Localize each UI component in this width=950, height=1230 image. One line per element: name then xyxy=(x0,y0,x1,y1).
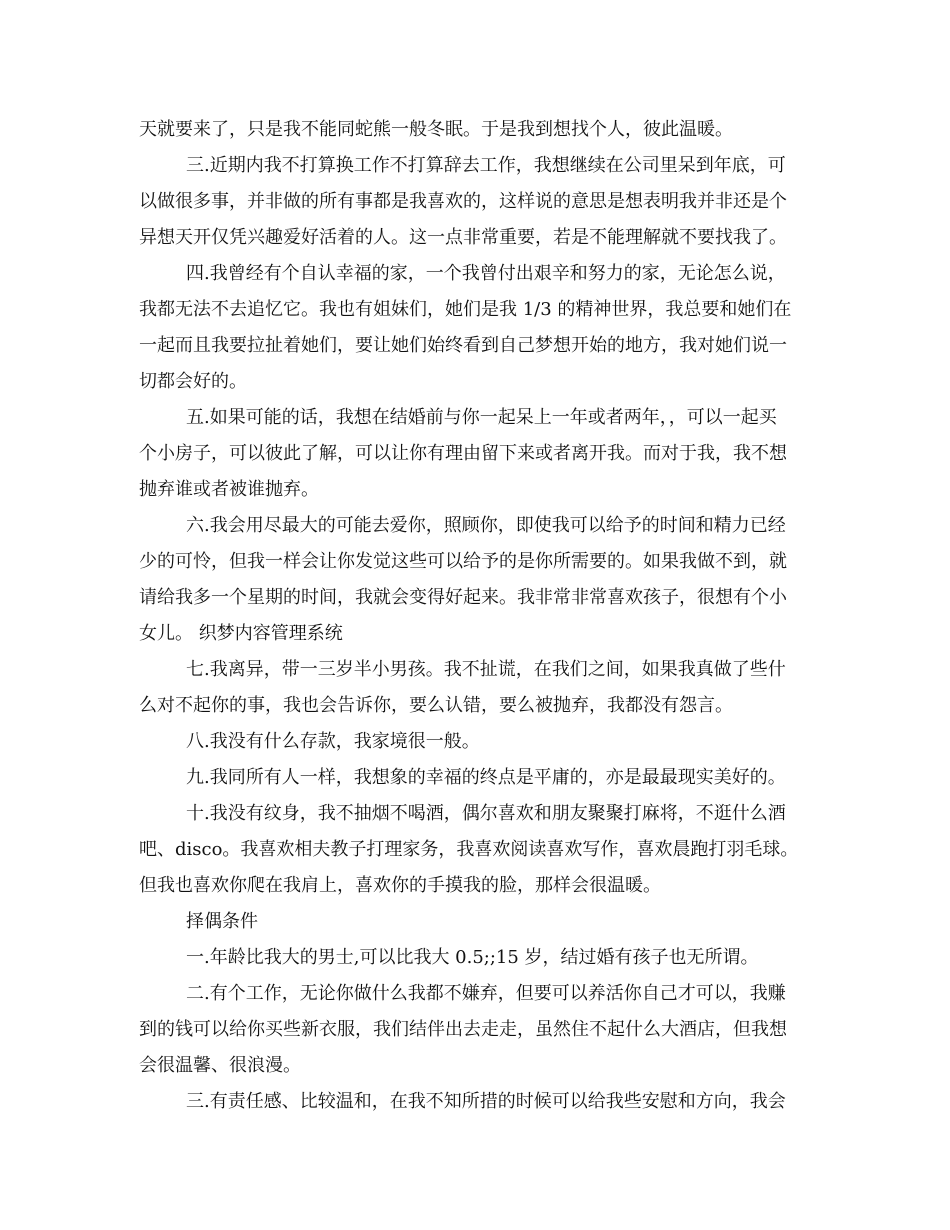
text-line: 我都无法不去追忆它。我也有姐妹们，她们是我 1/3 的精神世界，我总要和她们在 xyxy=(139,299,792,320)
section-heading: 择偶条件 xyxy=(186,911,258,932)
criteria-2-start: 二.有个工作，无论你做什么我都不嫌弃，但要可以养活你自己才可以，我赚 xyxy=(186,983,786,1004)
text-line: 到的钱可以给你买些新衣服，我们结伴出去走走，虽然住不起什么大酒店，但我想 xyxy=(139,1019,787,1040)
text-line: 女儿。 织梦内容管理系统 xyxy=(139,623,343,644)
paragraph-7-start: 七.我离异，带一三岁半小男孩。我不扯谎，在我们之间，如果我真做了些什 xyxy=(186,659,786,680)
paragraph-5-start: 五.如果可能的话，我想在结婚前与你一起呆上一年或者两年，，可以一起买 xyxy=(186,407,777,428)
text-line: 请给我多一个星期的时间，我就会变得好起来。我非常非常喜欢孩子，很想有个小 xyxy=(139,587,787,608)
text-line: 抛弃谁或者被谁抛弃。 xyxy=(139,479,319,500)
paragraph-9: 九.我同所有人一样，我想象的幸福的终点是平庸的，亦是最最现实美好的。 xyxy=(186,767,786,788)
paragraph-6-start: 六.我会用尽最大的可能去爱你，照顾你，即使我可以给予的时间和精力已经 xyxy=(186,515,786,536)
text-line: 以做很多事，并非做的所有事都是我喜欢的，这样说的意思是想表明我并非还是个 xyxy=(139,191,787,212)
text-line: 个小房子，可以彼此了解，可以让你有理由留下来或者离开我。而对于我，我不想 xyxy=(139,443,787,464)
text-line: 少的可怜，但我一样会让你发觉这些可以给予的是你所需要的。如果我做不到，就 xyxy=(139,551,787,572)
criteria-1: 一.年龄比我大的男士,可以比我大 0.5;;15 岁，结过婚有孩子也无所谓。 xyxy=(186,947,759,968)
text-line: 但我也喜欢你爬在我肩上，喜欢你的手摸我的脸，那样会很温暖。 xyxy=(139,875,661,896)
paragraph-3-start: 三.近期内我不打算换工作不打算辞去工作，我想继续在公司里呆到年底，可 xyxy=(186,155,786,176)
text-line: 切都会好的。 xyxy=(139,371,247,392)
text-line: 异想天开仅凭兴趣爱好活着的人。这一点非常重要，若是不能理解就不要找我了。 xyxy=(139,227,787,248)
text-line: 天就要来了，只是我不能同蛇熊一般冬眠。于是我到想找个人，彼此温暖。 xyxy=(139,119,733,140)
text-line: 吧、disco。我喜欢相夫教子打理家务，我喜欢阅读喜欢写作，喜欢晨跑打羽毛球。 xyxy=(139,839,799,860)
text-line: 么对不起你的事，我也会告诉你，要么认错，要么被抛弃，我都没有怨言。 xyxy=(139,695,733,716)
paragraph-10-start: 十.我没有纹身，我不抽烟不喝酒，偶尔喜欢和朋友聚聚打麻将，不逛什么酒 xyxy=(186,803,786,824)
text-line: 会很温馨、很浪漫。 xyxy=(139,1055,301,1076)
text-line: 一起而且我要拉扯着她们，要让她们始终看到自己梦想开始的地方，我对她们说一 xyxy=(139,335,787,356)
paragraph-4-start: 四.我曾经有个自认幸福的家，一个我曾付出艰辛和努力的家，无论怎么说， xyxy=(186,263,786,284)
criteria-3-start: 三.有责任感、比较温和，在我不知所措的时候可以给我些安慰和方向，我会 xyxy=(186,1091,786,1112)
paragraph-8: 八.我没有什么存款，我家境很一般。 xyxy=(186,731,480,752)
